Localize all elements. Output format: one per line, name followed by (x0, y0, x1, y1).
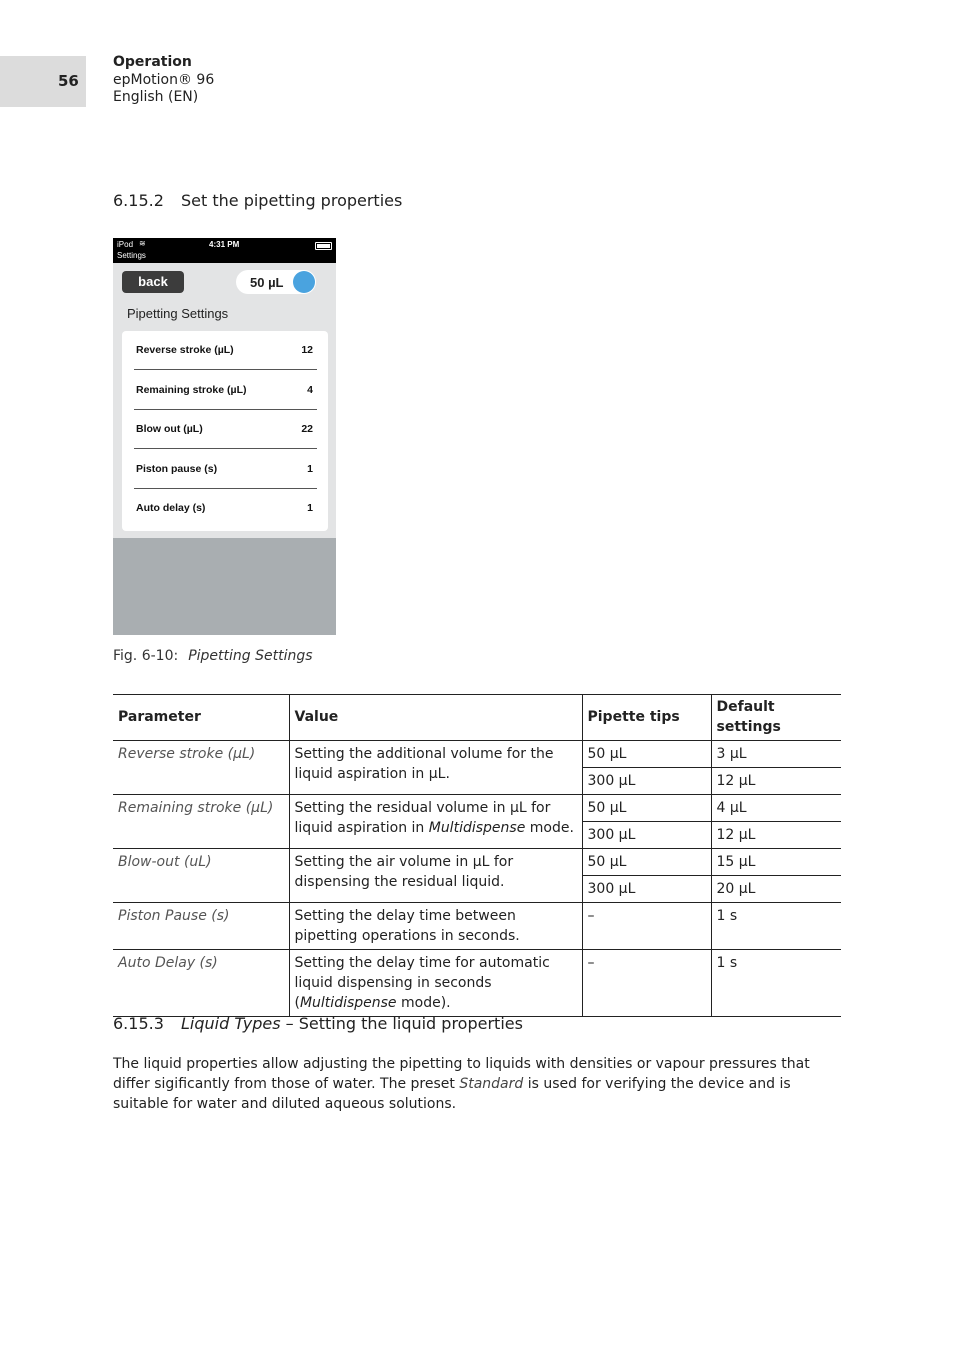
column-header: Pipette tips (582, 695, 711, 741)
value-text: Setting the delay time for automatic liquid dispensing in seconds ( (294, 955, 550, 1011)
setting-row-piston-pause[interactable] (134, 450, 317, 489)
volume-toggle-label: 50 µL (250, 275, 284, 290)
value-cell (289, 795, 582, 849)
setting-value: 22 (301, 423, 313, 435)
setting-label: Blow out (µL) (136, 423, 203, 435)
running-header (113, 54, 214, 107)
battery-icon (315, 242, 332, 250)
setting-value: 1 (307, 502, 313, 514)
column-header: Default settings (711, 695, 841, 741)
phone-screenshot (113, 238, 336, 635)
section-heading-6-15-3 (113, 1014, 523, 1033)
page-number: 56 (58, 72, 79, 90)
settings-card (122, 331, 328, 531)
paragraph-text: The liquid properties allow adjusting the pipetting to liquids with densities or vapour pressures that differ sigificantly from those of water. The preset (113, 1056, 810, 1092)
section-title: Set the pipetting properties (181, 191, 403, 210)
parameter-cell: Remaining stroke (µL) (113, 795, 289, 849)
value-cell: Setting the air volume in µL for dispensing the residual liquid. (289, 849, 582, 903)
table-row (113, 950, 841, 1017)
column-header: Value (289, 695, 582, 741)
column-header: Parameter (113, 695, 289, 741)
setting-row-auto-delay[interactable] (134, 489, 317, 527)
default-cell: 15 µL (711, 849, 841, 876)
tips-cell: 50 µL (582, 741, 711, 768)
status-time: 4:31 PM (209, 240, 240, 249)
wifi-icon: ≋ (139, 239, 146, 248)
setting-row-blow-out[interactable] (134, 410, 317, 449)
section-title: – Setting the liquid properties (280, 1014, 523, 1033)
default-cell: 20 µL (711, 876, 841, 903)
tips-cell: 50 µL (582, 795, 711, 822)
setting-label: Remaining stroke (µL) (136, 384, 247, 396)
header-language: English (EN) (113, 89, 199, 105)
value-cell: Setting the additional volume for the liquid aspiration in µL. (289, 741, 582, 795)
parameter-cell: Auto Delay (s) (113, 950, 289, 1017)
figure-caption (113, 648, 313, 664)
parameter-cell: Blow-out (uL) (113, 849, 289, 903)
section-number: 6.15.3 (113, 1014, 164, 1033)
default-cell: 3 µL (711, 741, 841, 768)
paragraph-text: is used for verifying the device and is suitable for water and diluted aqueous solutions. (113, 1076, 791, 1112)
default-cell: 12 µL (711, 768, 841, 795)
tips-cell: – (582, 903, 711, 950)
figure-title: Pipetting Settings (188, 648, 313, 664)
tips-cell: 300 µL (582, 876, 711, 903)
screen-title: Pipetting Settings (127, 306, 229, 321)
table-row (113, 849, 841, 876)
value-text: Setting the residual volume in µL for liquid aspiration in (294, 800, 551, 836)
parameter-table (113, 694, 841, 1017)
setting-label: Auto delay (s) (136, 502, 206, 514)
table-row (113, 795, 841, 822)
back-button[interactable]: back (122, 271, 184, 293)
status-carrier: iPod (117, 240, 134, 249)
setting-row-remaining-stroke[interactable] (134, 371, 317, 410)
default-cell: 1 s (711, 950, 841, 1017)
section-number: 6.15.2 (113, 191, 164, 210)
setting-value: 4 (307, 384, 313, 396)
default-cell: 12 µL (711, 822, 841, 849)
paragraph-emphasis: Standard (459, 1076, 524, 1092)
parameter-cell: Reverse stroke (µL) (113, 741, 289, 795)
tips-cell: 300 µL (582, 822, 711, 849)
tips-cell: 50 µL (582, 849, 711, 876)
table-row (113, 741, 841, 768)
figure-number: Fig. 6-10: (113, 648, 179, 664)
volume-toggle[interactable] (236, 270, 316, 294)
default-cell: 4 µL (711, 795, 841, 822)
parameter-cell: Piston Pause (s) (113, 903, 289, 950)
section-title-emphasis: Liquid Types (181, 1014, 281, 1033)
body-paragraph (113, 1054, 843, 1114)
header-product: epMotion® 96 (113, 71, 215, 88)
value-cell (289, 950, 582, 1017)
status-bar (113, 238, 336, 263)
app-screen (113, 263, 336, 538)
setting-row-reverse-stroke[interactable] (134, 331, 317, 370)
tips-cell: – (582, 950, 711, 1017)
setting-label: Reverse stroke (µL) (136, 344, 234, 356)
setting-value: 1 (307, 463, 313, 475)
value-emphasis: Multidispense (299, 995, 397, 1011)
table-header-row (113, 695, 841, 741)
value-cell: Setting the delay time between pipetting operations in seconds. (289, 903, 582, 950)
status-back-app: Settings (117, 251, 146, 260)
tips-cell: 300 µL (582, 768, 711, 795)
value-text: mode. (525, 820, 574, 836)
section-heading-6-15-2 (113, 191, 402, 210)
value-text: mode). (396, 995, 451, 1011)
setting-label: Piston pause (s) (136, 463, 218, 475)
table-row (113, 903, 841, 950)
setting-value: 12 (301, 344, 313, 356)
value-emphasis: Multidispense (428, 820, 526, 836)
toggle-knob (293, 271, 315, 293)
default-cell: 1 s (711, 903, 841, 950)
header-section: Operation (113, 54, 192, 70)
